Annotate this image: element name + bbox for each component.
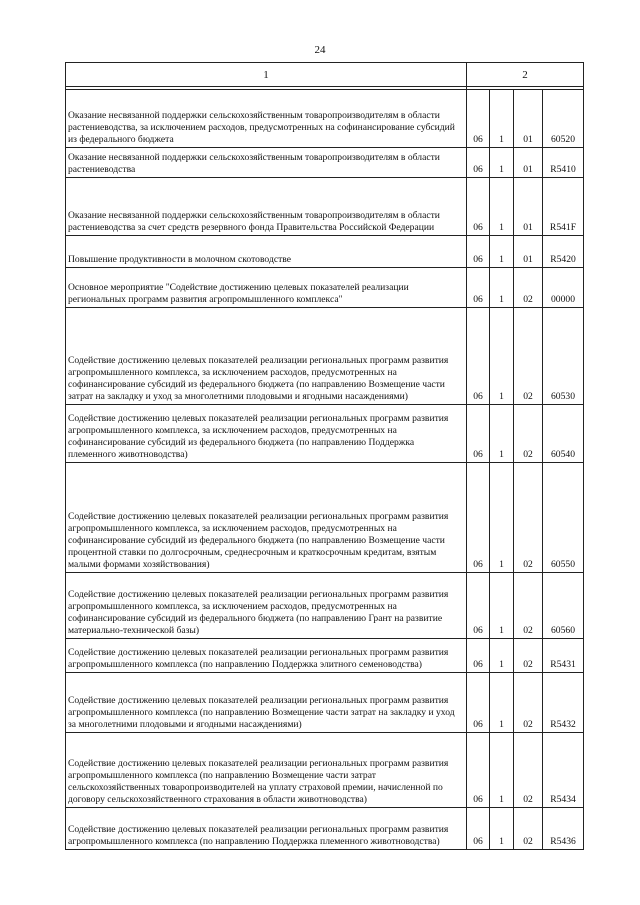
row-program-code: 1 bbox=[490, 639, 514, 673]
row-program-code: 1 bbox=[490, 148, 514, 178]
row-subprogram-code: 02 bbox=[514, 405, 543, 463]
page-number: 24 bbox=[314, 44, 326, 56]
row-section-code: 06 bbox=[467, 268, 490, 308]
row-description: Содействие достижению целевых показателей реализации региональных программ развития агропромышленного комплекса (по направлению Поддержка племенного животноводства) bbox=[66, 808, 467, 850]
row-subprogram-code: 02 bbox=[514, 733, 543, 808]
row-program-code: 1 bbox=[490, 573, 514, 639]
row-description: Содействие достижению целевых показателей реализации региональных программ развития агропромышленного комплекса, за исключением расходов, предусмотренных на софинансирование субсидий из федерального бюджета (по направлению Возмещение части затрат на закладку и уход за многолетними плодовыми и ягодными насаждениями) bbox=[66, 308, 467, 405]
row-program-code: 1 bbox=[490, 90, 514, 148]
row-description: Содействие достижению целевых показателей реализации региональных программ развития агропромышленного комплекса (по направлению Поддержка элитного семеноводства) bbox=[66, 639, 467, 673]
table-row bbox=[66, 236, 584, 268]
row-section-code: 06 bbox=[467, 405, 490, 463]
row-direction-code: R5432 bbox=[543, 673, 584, 733]
table-row bbox=[66, 90, 584, 148]
row-subprogram-code: 02 bbox=[514, 808, 543, 850]
row-description: Повышение продуктивности в молочном скотоводстве bbox=[66, 236, 467, 268]
row-section-code: 06 bbox=[467, 463, 490, 573]
row-program-code: 1 bbox=[490, 673, 514, 733]
row-program-code: 1 bbox=[490, 236, 514, 268]
row-section-code: 06 bbox=[467, 90, 490, 148]
row-section-code: 06 bbox=[467, 236, 490, 268]
row-direction-code: 60530 bbox=[543, 308, 584, 405]
row-program-code: 1 bbox=[490, 733, 514, 808]
table-row bbox=[66, 639, 584, 673]
row-subprogram-code: 01 bbox=[514, 236, 543, 268]
row-subprogram-code: 02 bbox=[514, 463, 543, 573]
row-subprogram-code: 01 bbox=[514, 178, 543, 236]
row-section-code: 06 bbox=[467, 808, 490, 850]
row-description: Содействие достижению целевых показателей реализации региональных программ развития агропромышленного комплекса (по направлению Возмещение части затрат сельскохозяйственных товаропроизводителей на уплату страховой премии, начисленной по договору сельскохозяйственного страхования в области животноводства) bbox=[66, 733, 467, 808]
budget-classification-table bbox=[65, 62, 584, 850]
table-row bbox=[66, 308, 584, 405]
row-subprogram-code: 02 bbox=[514, 308, 543, 405]
row-direction-code: 60520 bbox=[543, 90, 584, 148]
table-header-row bbox=[66, 63, 584, 87]
row-section-code: 06 bbox=[467, 308, 490, 405]
row-subprogram-code: 02 bbox=[514, 268, 543, 308]
row-description: Основное мероприятие "Содействие достижению целевых показателей реализации региональных программ развития агропромышленного комплекса" bbox=[66, 268, 467, 308]
row-description: Содействие достижению целевых показателей реализации региональных программ развития агропромышленного комплекса (по направлению Возмещение части затрат на закладку и уход за многолетними плодовыми и ягодными насаждениями) bbox=[66, 673, 467, 733]
header-col-2: 2 bbox=[467, 63, 584, 87]
row-section-code: 06 bbox=[467, 733, 490, 808]
row-direction-code: R5410 bbox=[543, 148, 584, 178]
row-program-code: 1 bbox=[490, 808, 514, 850]
row-program-code: 1 bbox=[490, 268, 514, 308]
row-program-code: 1 bbox=[490, 178, 514, 236]
table-row bbox=[66, 405, 584, 463]
row-subprogram-code: 02 bbox=[514, 573, 543, 639]
row-section-code: 06 bbox=[467, 178, 490, 236]
header-col-1: 1 bbox=[66, 63, 467, 87]
row-description: Оказание несвязанной поддержки сельскохозяйственным товаропроизводителям в области растениеводства за счет средств резервного фонда Правительства Российской Федерации bbox=[66, 178, 467, 236]
row-direction-code: R5431 bbox=[543, 639, 584, 673]
row-direction-code: 60560 bbox=[543, 573, 584, 639]
row-description: Содействие достижению целевых показателей реализации региональных программ развития агропромышленного комплекса, за исключением расходов, предусмотренных на софинансирование субсидий из федерального бюджета (по направлению Грант на развитие материально-технической базы) bbox=[66, 573, 467, 639]
row-section-code: 06 bbox=[467, 673, 490, 733]
row-subprogram-code: 02 bbox=[514, 673, 543, 733]
row-description: Содействие достижению целевых показателей реализации региональных программ развития агропромышленного комплекса, за исключением расходов, предусмотренных на софинансирование субсидий из федерального бюджета (по направлению Возмещение части процентной ставки по долгосрочным, среднесрочным и краткосрочным кредитам, взятым малыми формами хозяйствования) bbox=[66, 463, 467, 573]
table-row bbox=[66, 148, 584, 178]
row-description: Содействие достижению целевых показателей реализации региональных программ развития агропромышленного комплекса, за исключением расходов, предусмотренных на софинансирование субсидий из федерального бюджета (по направлению Поддержка племенного животноводства) bbox=[66, 405, 467, 463]
table-row bbox=[66, 463, 584, 573]
row-section-code: 06 bbox=[467, 573, 490, 639]
row-program-code: 1 bbox=[490, 463, 514, 573]
row-direction-code: 00000 bbox=[543, 268, 584, 308]
table-row bbox=[66, 673, 584, 733]
row-direction-code: R5420 bbox=[543, 236, 584, 268]
row-direction-code: 60540 bbox=[543, 405, 584, 463]
row-subprogram-code: 01 bbox=[514, 148, 543, 178]
row-subprogram-code: 01 bbox=[514, 90, 543, 148]
table-row bbox=[66, 573, 584, 639]
row-direction-code: R5434 bbox=[543, 733, 584, 808]
table-row bbox=[66, 808, 584, 850]
row-direction-code: R541F bbox=[543, 178, 584, 236]
row-subprogram-code: 02 bbox=[514, 639, 543, 673]
row-description: Оказание несвязанной поддержки сельскохозяйственным товаропроизводителям в области растениеводства bbox=[66, 148, 467, 178]
row-section-code: 06 bbox=[467, 148, 490, 178]
row-section-code: 06 bbox=[467, 639, 490, 673]
row-program-code: 1 bbox=[490, 405, 514, 463]
row-direction-code: R5436 bbox=[543, 808, 584, 850]
row-description: Оказание несвязанной поддержки сельскохозяйственным товаропроизводителям в области растениеводства, за исключением расходов, предусмотренных на софинансирование субсидий из федерального бюджета bbox=[66, 90, 467, 148]
row-direction-code: 60550 bbox=[543, 463, 584, 573]
table-row bbox=[66, 733, 584, 808]
row-program-code: 1 bbox=[490, 308, 514, 405]
table-row bbox=[66, 268, 584, 308]
table-row bbox=[66, 178, 584, 236]
